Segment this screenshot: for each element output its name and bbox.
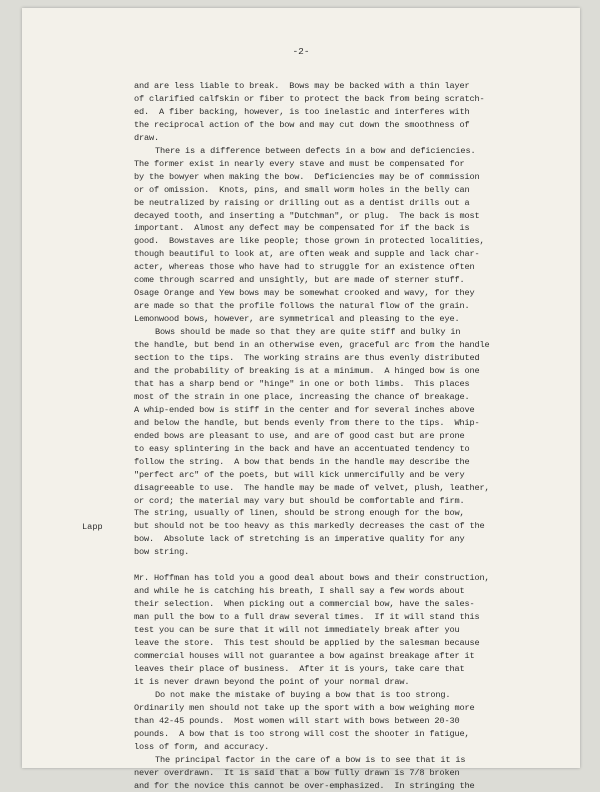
text-line: Osage Orange and Yew bows may be somewhat crooked and wavy, for they xyxy=(134,288,475,299)
text-line: leave the store. This test should be applied by the salesman because xyxy=(134,638,480,649)
text-line: or cord; the material may vary but should be comfortable and firm. xyxy=(134,495,465,506)
text-line: bow string. xyxy=(134,547,190,558)
text-line: commercial houses will not guarantee a bow against breakage after it xyxy=(134,650,475,661)
text-line: test you can be sure that it will not immediately break after you xyxy=(134,625,460,636)
page-number: -2- xyxy=(292,46,310,57)
text-line: though beautiful to look at, are often weak and supple and lack char- xyxy=(134,249,480,260)
text-line: and for the novice this cannot be over-emphasized. In stringing the xyxy=(134,780,475,791)
text-line: follow the string. A bow that bends in the handle may describe the xyxy=(134,456,470,467)
text-line: disagreeable to use. The handle may be made of velvet, plush, leather, xyxy=(134,482,490,493)
text-line: Bows should be made so that they are quite stiff and bulky in xyxy=(155,327,461,338)
text-line: There is a difference between defects in a bow and deficiencies. xyxy=(155,145,476,156)
text-line: of clarified calfskin or fiber to protect the back from being scratch- xyxy=(134,93,485,104)
text-line: to easy splintering in the back and have an accentuated tendency to xyxy=(134,443,470,454)
text-line: draw. xyxy=(134,132,160,143)
text-line: than 42-45 pounds. Most women will start with bows between 20-30 xyxy=(134,715,460,726)
text-line: Ordinarily men should not take up the sport with a bow weighing more xyxy=(134,702,475,713)
text-line: acter, whereas those who have had to struggle for an existence often xyxy=(134,262,475,273)
text-line: their selection. When picking out a commercial bow, have the sales- xyxy=(134,599,475,610)
text-line: pounds. A bow that is too strong will cost the shooter in fatigue, xyxy=(134,728,470,739)
text-line: it is never drawn beyond the point of your normal draw. xyxy=(134,676,410,687)
text-line: decayed tooth, and inserting a "Dutchman", or plug. The back is most xyxy=(134,210,480,221)
text-line: loss of form, and accuracy. xyxy=(134,741,270,752)
text-line: come through scarred and unsightly, but are made of sterner stuff. xyxy=(134,275,465,286)
text-line: good. Bowstaves are like people; those grown in protected localities, xyxy=(134,236,485,247)
lapp-section xyxy=(134,572,534,792)
text-line: and below the handle, but bends evenly from there to the tips. Whip- xyxy=(134,417,480,428)
speaker-label: Lapp xyxy=(82,522,103,532)
text-line: Mr. Hoffman has told you a good deal about bows and their construction, xyxy=(134,573,490,584)
text-line: The string, usually of linen, should be strong enough for the bow, xyxy=(134,508,465,519)
document-page xyxy=(22,8,580,791)
text-line: Do not make the mistake of buying a bow that is too strong. xyxy=(155,689,451,700)
text-line: but should not be too heavy as this markedly decreases the cast of the xyxy=(134,521,485,532)
text-line: ed. A fiber backing, however, is too inelastic and interferes with xyxy=(134,106,470,117)
text-line: be neutralized by raising or drilling out as a dentist drills out a xyxy=(134,197,470,208)
text-line: The principal factor in the care of a bow is to see that it is xyxy=(155,754,466,765)
text-line: Lemonwood bows, however, are symmetrical and pleasing to the eye. xyxy=(134,314,460,325)
text-line: The former exist in nearly every stave and must be compensated for xyxy=(134,158,465,169)
text-line: and are less liable to break. Bows may be backed with a thin layer xyxy=(134,81,470,91)
text-line: or of omission. Knots, pins, and small worm holes in the belly can xyxy=(134,184,470,195)
text-line: that has a sharp bend or "hinge" in one or both limbs. This places xyxy=(134,378,470,389)
text-line: the reciprocal action of the bow and may cut down the smoothness of xyxy=(134,119,470,130)
text-line: section to the tips. The working strains are thus evenly distributed xyxy=(134,353,480,364)
text-line: and the probability of breaking is at a minimum. A hinged bow is one xyxy=(134,365,480,376)
text-line: A whip-ended bow is stiff in the center and for several inches above xyxy=(134,404,475,415)
text-line: important. Almost any defect may be compensated for if the back is xyxy=(134,223,470,234)
text-line: the handle, but bend in an otherwise even, graceful arc from the handle xyxy=(134,340,490,351)
text-line: are made so that the profile follows the natural flow of the grain. xyxy=(134,301,470,312)
text-line: "perfect arc" of the poets, but will kick unmercifully and be very xyxy=(134,469,465,480)
text-line: and while he is catching his breath, I shall say a few words about xyxy=(134,586,465,597)
text-line: never overdrawn. It is said that a bow fully drawn is 7/8 broken xyxy=(134,767,460,778)
body-text xyxy=(134,80,534,792)
text-line: bow. Absolute lack of stretching is an imperative quality for any xyxy=(134,534,465,545)
paragraph-gap xyxy=(134,559,534,572)
bow-section xyxy=(134,80,534,559)
text-line: man pull the bow to a full draw several times. If it will stand this xyxy=(134,612,480,623)
text-line: by the bowyer when making the bow. Deficiencies may be of commission xyxy=(134,171,480,182)
text-line: ended bows are pleasant to use, and are of good cast but are prone xyxy=(134,430,465,441)
text-line: most of the strain in one place, increasing the chance of breakage. xyxy=(134,391,470,402)
text-line: leaves their place of business. After it is yours, take care that xyxy=(134,663,465,674)
